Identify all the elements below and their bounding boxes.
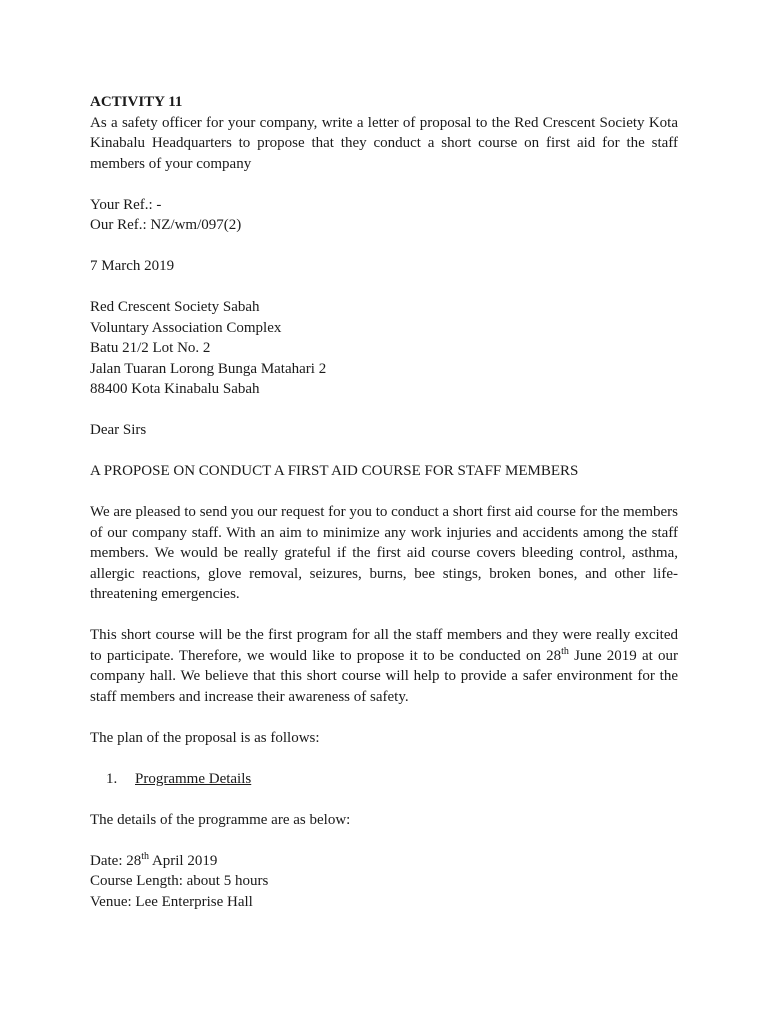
your-ref: Your Ref.: - <box>90 196 162 213</box>
detail-date-start: Date: 28 <box>90 852 142 869</box>
detail-date <box>90 851 678 872</box>
address-line-4: Jalan Tuaran Lorong Bunga Matahari 2 <box>90 360 327 377</box>
activity-instructions: As a safety officer for your company, write a letter of proposal to the Red Crescent Society Kota Kinabalu Headquarters to propose that they conduct a short course on first aid for the staff members of your company <box>90 114 678 172</box>
address-line-1: Red Crescent Society Sabah <box>90 299 260 315</box>
body-paragraph-1: We are pleased to send you our request for you to conduct a short first aid course for the members of our company staff. With an aim to minimize any work injuries and accidents among the staff members. We would be really grateful if the first aid course covers bleeding control, asthma, allergic reactions, glove removal, seizures, burns, bee stings, broken bones, and other life-threatening emergencies. <box>90 504 678 602</box>
subject-line: A PROPOSE ON CONDUCT A FIRST AID COURSE FOR STAFF MEMBERS <box>90 463 579 479</box>
address-line-5: 88400 Kota Kinabalu Sabah <box>90 381 260 397</box>
details-intro: The details of the programme are as below: <box>90 811 351 828</box>
recipient-address <box>90 297 678 400</box>
address-line-3: Batu 21/2 Lot No. 2 <box>90 340 211 356</box>
paragraph-2-superscript: th <box>561 645 569 657</box>
detail-date-end: April 2019 <box>149 852 218 869</box>
letter-date: 7 March 2019 <box>90 258 175 274</box>
activity-heading: ACTIVITY 11 <box>90 94 183 110</box>
detail-course-length: Course Length: about 5 hours <box>90 873 269 889</box>
paragraph-2-start: This short course will be the first program for all the staff members and they were really excited to participate. Therefore, we would like to propose it to be conducted on 28 <box>90 627 678 664</box>
list-number: 1. <box>106 770 118 787</box>
detail-venue: Venue: Lee Enterprise Hall <box>90 893 253 910</box>
list-title: Programme Details <box>135 770 252 787</box>
body-paragraph-2 <box>90 625 678 707</box>
list-item-programme-details <box>90 769 678 790</box>
letter-page <box>90 92 678 912</box>
detail-date-superscript: th <box>141 850 150 862</box>
address-line-2: Voluntary Association Complex <box>90 319 282 336</box>
salutation: Dear Sirs <box>90 422 147 438</box>
our-ref: Our Ref.: NZ/wm/097(2) <box>90 217 242 233</box>
plan-intro: The plan of the proposal is as follows: <box>90 729 320 746</box>
paragraph-2-end: June 2019 at our company hall. We believe that this short course will help to provide a safer environment for the staff members and increase their awareness of safety. <box>90 647 678 705</box>
